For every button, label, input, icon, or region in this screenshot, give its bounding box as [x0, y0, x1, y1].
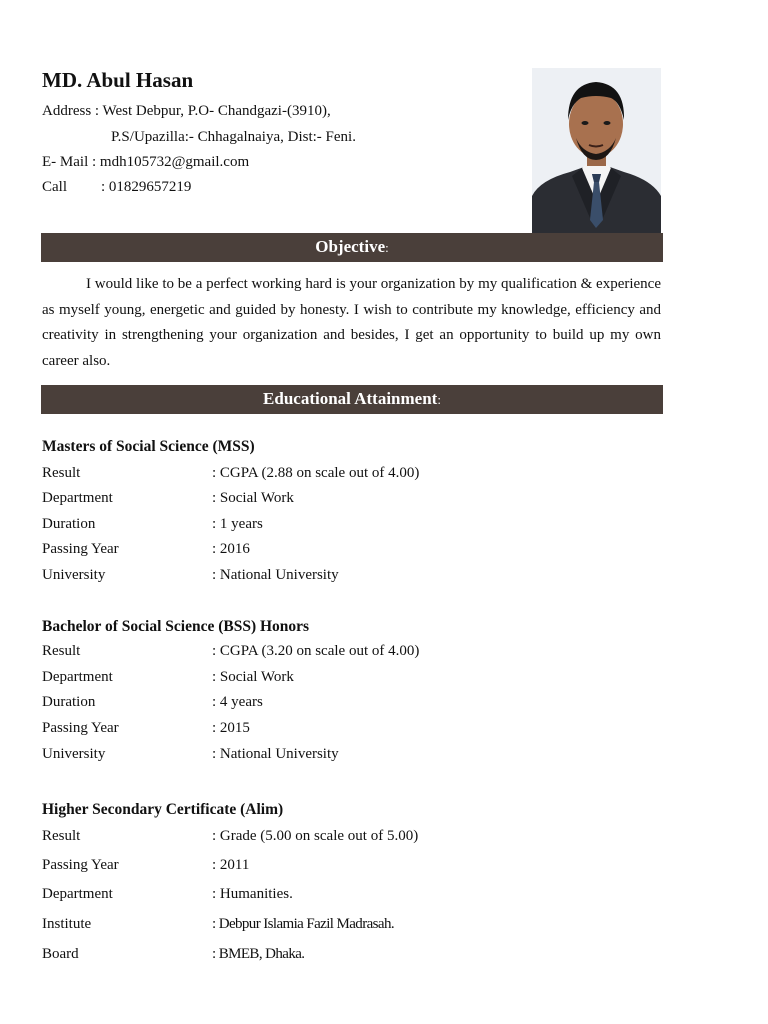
- hsc-department-value: : Humanities.: [212, 886, 293, 902]
- mss-result-label: Result: [42, 465, 81, 481]
- objective-heading: [41, 233, 663, 262]
- email-line: E- Mail : mdh105732@gmail.com: [42, 154, 250, 170]
- mss-department-label: Department: [42, 490, 113, 506]
- degree-title-bss: Bachelor of Social Science (BSS) Honors: [42, 618, 310, 635]
- mss-passing-year-label: Passing Year: [42, 541, 119, 557]
- hsc-board-label: Board: [42, 946, 79, 962]
- profile-photo: [532, 68, 661, 234]
- bss-department-label: Department: [42, 669, 113, 685]
- hsc-result-label: Result: [42, 828, 81, 844]
- mss-duration-value: : 1 years: [212, 516, 263, 532]
- mss-duration-label: Duration: [42, 516, 96, 532]
- mss-passing-year-value: : 2016: [212, 541, 250, 557]
- hsc-passing-year-value: : 2011: [212, 857, 250, 873]
- bss-result-label: Result: [42, 643, 81, 659]
- hsc-board-value: : BMEB, Dhaka.: [212, 946, 305, 962]
- bss-duration-value: : 4 years: [212, 694, 263, 710]
- education-colon: :: [437, 392, 441, 407]
- bss-passing-year-label: Passing Year: [42, 720, 119, 736]
- address-line-1: Address : West Debpur, P.O- Chandgazi-(3910),: [42, 103, 331, 119]
- education-heading: [41, 385, 663, 414]
- bss-department-value: : Social Work: [212, 669, 294, 685]
- mss-department-value: : Social Work: [212, 490, 294, 506]
- hsc-passing-year-label: Passing Year: [42, 857, 119, 873]
- call-label: Call: [42, 179, 67, 195]
- bss-passing-year-value: : 2015: [212, 720, 250, 736]
- objective-colon: :: [385, 240, 389, 255]
- profile-photo-illustration: [532, 68, 661, 234]
- objective-title: Objective: [315, 237, 386, 256]
- objective-paragraph: I would like to be a perfect working hard is your organization by my qualification & experience as myself young, energetic and guided by honesty. I wish to contribute my knowledge, efficiency and creativity in strengthening your organization and besides, I get an opportunity to build up my own career also.: [42, 276, 661, 369]
- bss-result-value: : CGPA (3.20 on scale out of 4.00): [212, 643, 420, 659]
- hsc-department-label: Department: [42, 886, 113, 902]
- mss-university-label: University: [42, 567, 106, 583]
- address-line-2: P.S/Upazilla:- Chhagalnaiya, Dist:- Feni.: [111, 129, 356, 145]
- bss-university-value: : National University: [212, 746, 339, 762]
- mss-university-value: : National University: [212, 567, 339, 583]
- mss-result-value: : CGPA (2.88 on scale out of 4.00): [212, 465, 420, 481]
- education-title: Educational Attainment: [263, 389, 438, 408]
- bss-university-label: University: [42, 746, 106, 762]
- call-value: : 01829657219: [101, 179, 192, 195]
- hsc-institute-label: Institute: [42, 916, 92, 932]
- hsc-result-value: : Grade (5.00 on scale out of 5.00): [212, 828, 419, 844]
- degree-title-mss: Masters of Social Science (MSS): [42, 438, 255, 455]
- candidate-name: MD. Abul Hasan: [42, 68, 194, 92]
- degree-title-hsc: Higher Secondary Certificate (Alim): [42, 801, 284, 818]
- bss-duration-label: Duration: [42, 694, 96, 710]
- hsc-institute-value: : Debpur Islamia Fazil Madrasah.: [212, 916, 394, 932]
